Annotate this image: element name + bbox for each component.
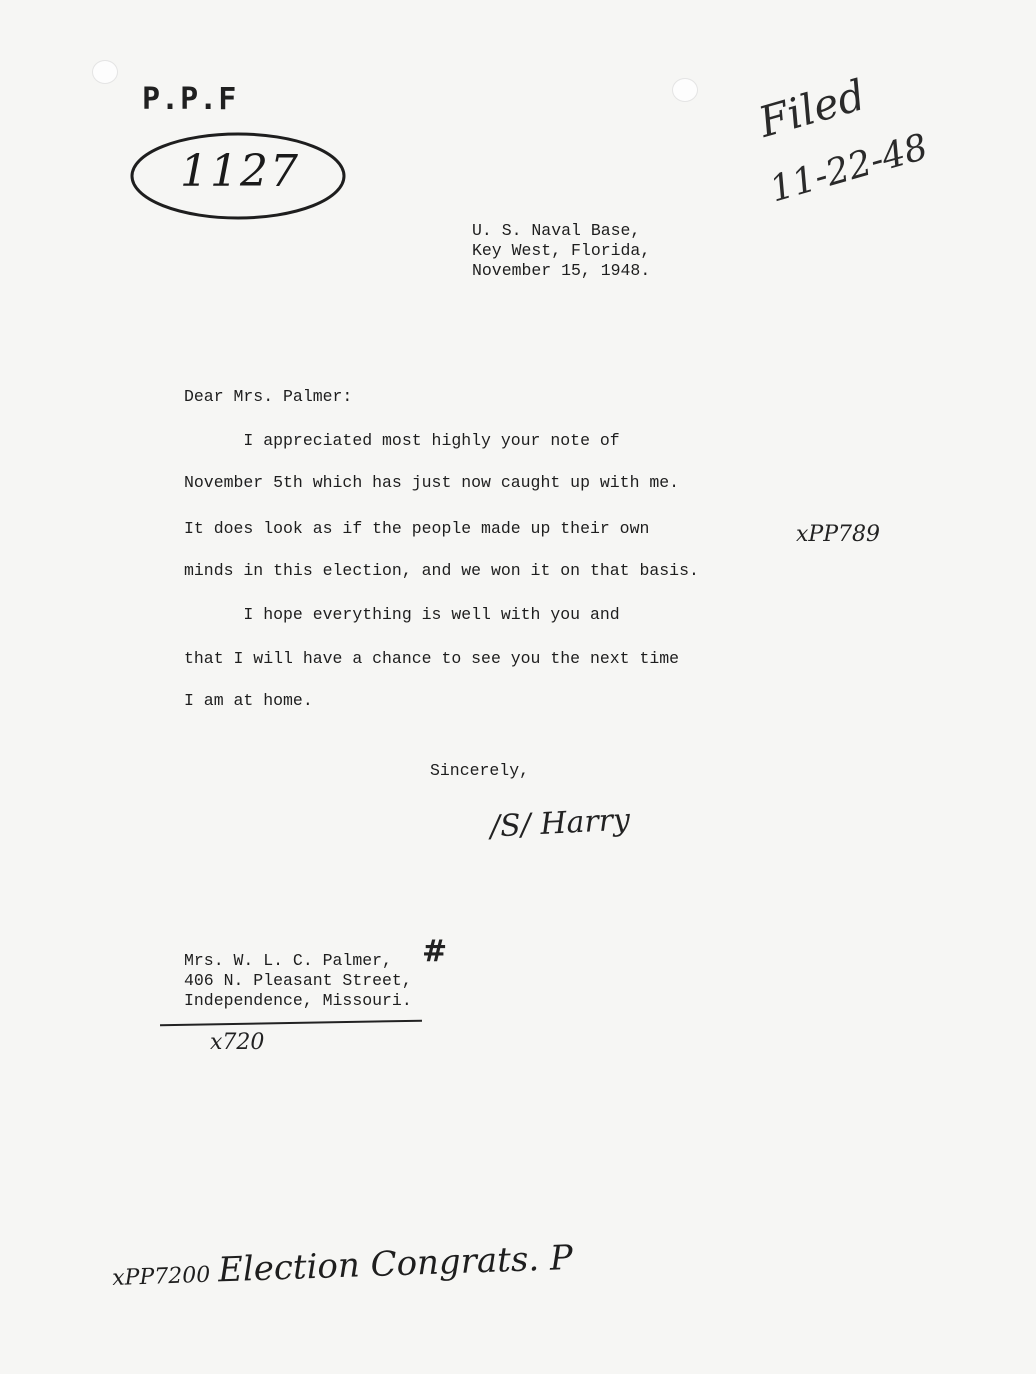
body-line: minds in this election, and we won it on that basis. — [184, 561, 699, 580]
signature: /S/ Harry — [489, 802, 631, 845]
body-line: that I will have a chance to see you the next time — [184, 649, 680, 668]
address-line: Mrs. W. L. C. Palmer, — [184, 951, 392, 970]
address-cross-reference: x720 — [210, 1030, 265, 1055]
body-line: November 5th which has just now caught up with me. — [184, 473, 680, 492]
address-line: Independence, Missouri. — [184, 991, 412, 1010]
body-line: I am at home. — [184, 691, 313, 710]
footer-text: Election Congrats. P — [217, 1237, 574, 1291]
file-number: 1127 — [180, 146, 300, 197]
footer-prefix: xPP7200 — [111, 1262, 211, 1292]
heading-line: November 15, 1948. — [472, 261, 651, 280]
body-line: I appreciated most highly your note of — [184, 431, 620, 450]
punch-hole — [92, 60, 118, 84]
punch-hole — [672, 78, 698, 102]
address-underline — [160, 1020, 422, 1027]
heading-line: U. S. Naval Base, — [472, 221, 641, 240]
filed-date: 11-22-48 — [765, 126, 933, 211]
cross-reference-note: xPP789 — [796, 522, 881, 547]
filed-note: Filed — [753, 70, 871, 147]
ppf-stamp: P.P.F — [142, 82, 238, 117]
body-line: It does look as if the people made up their own — [184, 519, 650, 538]
salutation: Dear Mrs. Palmer: — [184, 387, 353, 406]
footer-handwritten-note — [111, 1238, 573, 1294]
address-line: 406 N. Pleasant Street, — [184, 971, 412, 990]
hash-mark: # — [422, 934, 448, 969]
body-line: I hope everything is well with you and — [184, 605, 620, 624]
closing: Sincerely, — [430, 761, 530, 780]
heading-line: Key West, Florida, — [472, 241, 651, 260]
